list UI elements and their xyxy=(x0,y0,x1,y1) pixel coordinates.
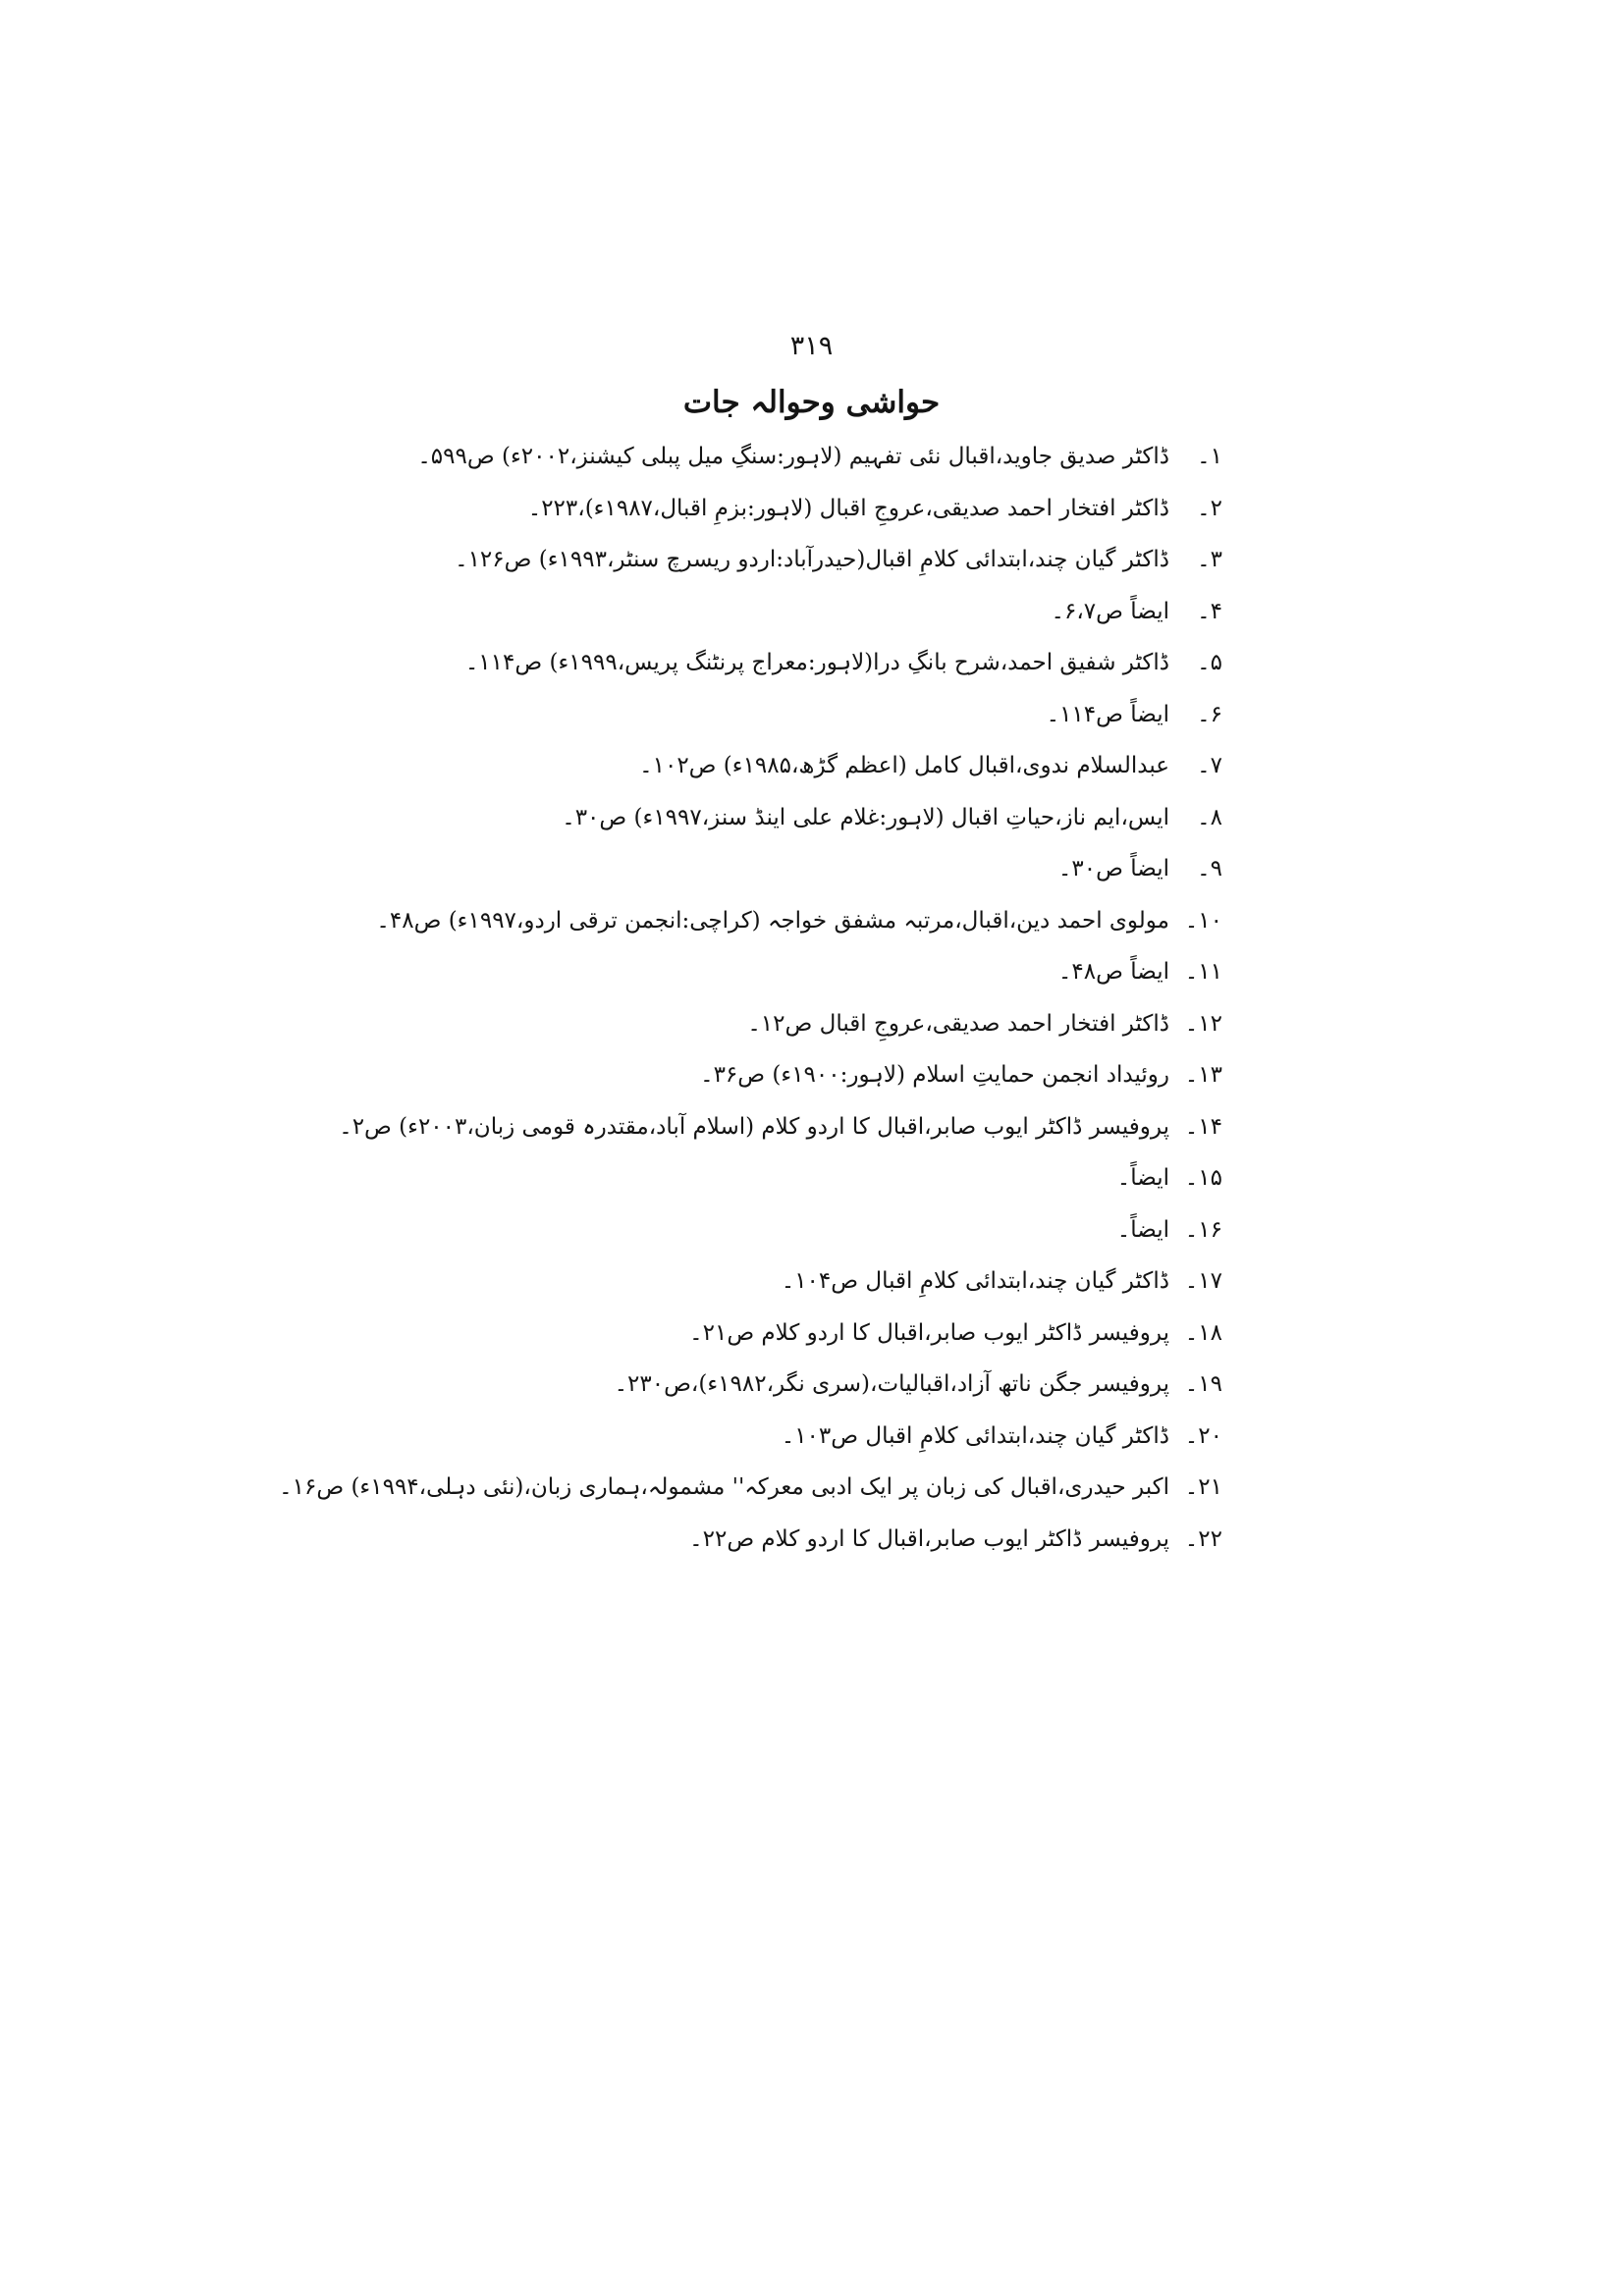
footnote-item xyxy=(201,1524,1222,1576)
footnote-item xyxy=(201,1009,1222,1061)
footnote-text: روئیداد انجمن حمایتِ اسلام (لاہور:۱۹۰۰ء) ص۳۶۔ xyxy=(700,1062,1169,1088)
footnote-number: ۱۲۔ xyxy=(1184,1010,1222,1037)
footnote-item xyxy=(201,803,1222,855)
footnote-text: ڈاکٹر افتخار احمد صدیقی،عروجِ اقبال (لاہور:بزمِ اقبال،۱۹۸۷ء)،۲۲۳۔ xyxy=(527,495,1169,521)
footnote-number: ۱۔ xyxy=(1197,444,1222,469)
footnote-number: ۳۔ xyxy=(1197,547,1222,572)
footnote-item xyxy=(201,1266,1222,1318)
footnote-number: ۷۔ xyxy=(1197,753,1222,778)
footnote-number: ۱۷۔ xyxy=(1184,1268,1222,1294)
footnote-text: پروفیسر ڈاکٹر ایوب صابر،اقبال کا اردو کلام (اسلام آباد،مقتدرہ قومی زبان،۲۰۰۳ء) ص۲۔ xyxy=(339,1113,1169,1140)
footnote-item xyxy=(201,1112,1222,1164)
footnote-item xyxy=(201,442,1222,494)
footnote-text: ایضاً ص۶،۷۔ xyxy=(1051,598,1169,624)
footnote-item xyxy=(201,906,1222,958)
page-number: ۳۱۹ xyxy=(789,331,834,361)
footnote-number: ۲۰۔ xyxy=(1184,1422,1222,1449)
footnote-number: ۲۲۔ xyxy=(1184,1525,1222,1552)
footnote-text: ڈاکٹر گیان چند،ابتدائی کلامِ اقبال(حیدرآباد:اردو ریسرچ سنٹر،۱۹۹۳ء) ص۱۲۶۔ xyxy=(455,547,1169,572)
footnote-item xyxy=(201,751,1222,803)
footnote-item xyxy=(201,545,1222,597)
footnote-text: پروفیسر جگن ناتھ آزاد،اقبالیات،(سری نگر،۱۹۸۲ء)،ص۲۳۰۔ xyxy=(614,1371,1169,1397)
footnote-number: ۴۔ xyxy=(1197,598,1222,624)
footnote-number: ۱۸۔ xyxy=(1184,1319,1222,1346)
footnote-item xyxy=(201,957,1222,1009)
footnote-item xyxy=(201,1472,1222,1524)
footnote-text: اکبر حیدری،اقبال کی زبان پر ایک ادبی معرکہ'' مشمولہ،ہماری زبان،(نئی دہلی،۱۹۹۴ء) ص۱۶۔ xyxy=(279,1474,1169,1500)
footnote-number: ۱۴۔ xyxy=(1184,1113,1222,1140)
footnote-number: ۱۳۔ xyxy=(1184,1062,1222,1088)
footnote-item xyxy=(201,1060,1222,1112)
footnote-number: ۱۶۔ xyxy=(1184,1216,1222,1243)
footnote-number: ۱۱۔ xyxy=(1184,959,1222,985)
footnote-text: ڈاکٹر افتخار احمد صدیقی،عروجِ اقبال ص۱۲۔ xyxy=(747,1010,1169,1037)
footnote-text: پروفیسر ڈاکٹر ایوب صابر،اقبال کا اردو کلام ص۲۲۔ xyxy=(689,1525,1169,1552)
footnote-text: ایضاً ص۱۱۴۔ xyxy=(1046,701,1169,727)
footnote-item xyxy=(201,854,1222,906)
footnote-text: ایضاً۔ xyxy=(1116,1165,1169,1191)
footnote-item xyxy=(201,1163,1222,1215)
footnote-text: ڈاکٹر صدیق جاوید،اقبال نئی تفہیم (لاہور:سنگِ میل پبلی کیشنز،۲۰۰۲ء) ص۵۹۹۔ xyxy=(417,444,1169,469)
footnote-number: ۱۰۔ xyxy=(1184,907,1222,934)
footnote-text: ایضاً ص۴۸۔ xyxy=(1057,959,1169,985)
footnote-text: ڈاکٹر گیان چند،ابتدائی کلامِ اقبال ص۱۰۴۔ xyxy=(781,1268,1169,1294)
footnote-number: ۶۔ xyxy=(1197,701,1222,727)
footnote-item xyxy=(201,1318,1222,1370)
footnote-text: ڈاکٹر گیان چند،ابتدائی کلامِ اقبال ص۱۰۳۔ xyxy=(781,1422,1169,1449)
footnote-number: ۲۱۔ xyxy=(1184,1474,1222,1500)
footnote-item xyxy=(201,1215,1222,1267)
footnote-text: ایضاً۔ xyxy=(1116,1216,1169,1243)
footnote-number: ۸۔ xyxy=(1197,804,1222,830)
footnotes-list xyxy=(201,442,1222,1575)
footnote-item xyxy=(201,597,1222,649)
footnote-item xyxy=(201,700,1222,752)
footnote-text: ایس،ایم ناز،حیاتِ اقبال (لاہور:غلام علی اینڈ سنز،۱۹۹۷ء) ص۳۰۔ xyxy=(562,804,1169,830)
footnote-text: ڈاکٹر شفیق احمد،شرح بانگِ درا(لاہور:معراج پرنٹنگ پریس،۱۹۹۹ء) ص۱۱۴۔ xyxy=(464,650,1169,675)
footnote-text: مولوی احمد دین،اقبال،مرتبہ مشفق خواجہ (کراچی:انجمن ترقی اردو،۱۹۹۷ء) ص۴۸۔ xyxy=(376,907,1169,934)
page-title: حواشی وحوالہ جات xyxy=(682,385,941,420)
footnote-text: پروفیسر ڈاکٹر ایوب صابر،اقبال کا اردو کلام ص۲۱۔ xyxy=(689,1319,1169,1346)
footnote-item xyxy=(201,1369,1222,1421)
footnote-number: ۹۔ xyxy=(1197,856,1222,881)
footnote-item xyxy=(201,1421,1222,1473)
footnote-item xyxy=(201,494,1222,546)
footnote-number: ۲۔ xyxy=(1197,495,1222,521)
footnote-number: ۱۵۔ xyxy=(1184,1165,1222,1191)
footnote-number: ۵۔ xyxy=(1197,650,1222,675)
footnote-item xyxy=(201,648,1222,700)
footnote-number: ۱۹۔ xyxy=(1184,1371,1222,1397)
footnote-text: ایضاً ص۳۰۔ xyxy=(1057,856,1169,881)
footnote-text: عبدالسلام ندوی،اقبال کامل (اعظم گڑھ،۱۹۸۵ء) ص۱۰۲۔ xyxy=(639,753,1169,778)
